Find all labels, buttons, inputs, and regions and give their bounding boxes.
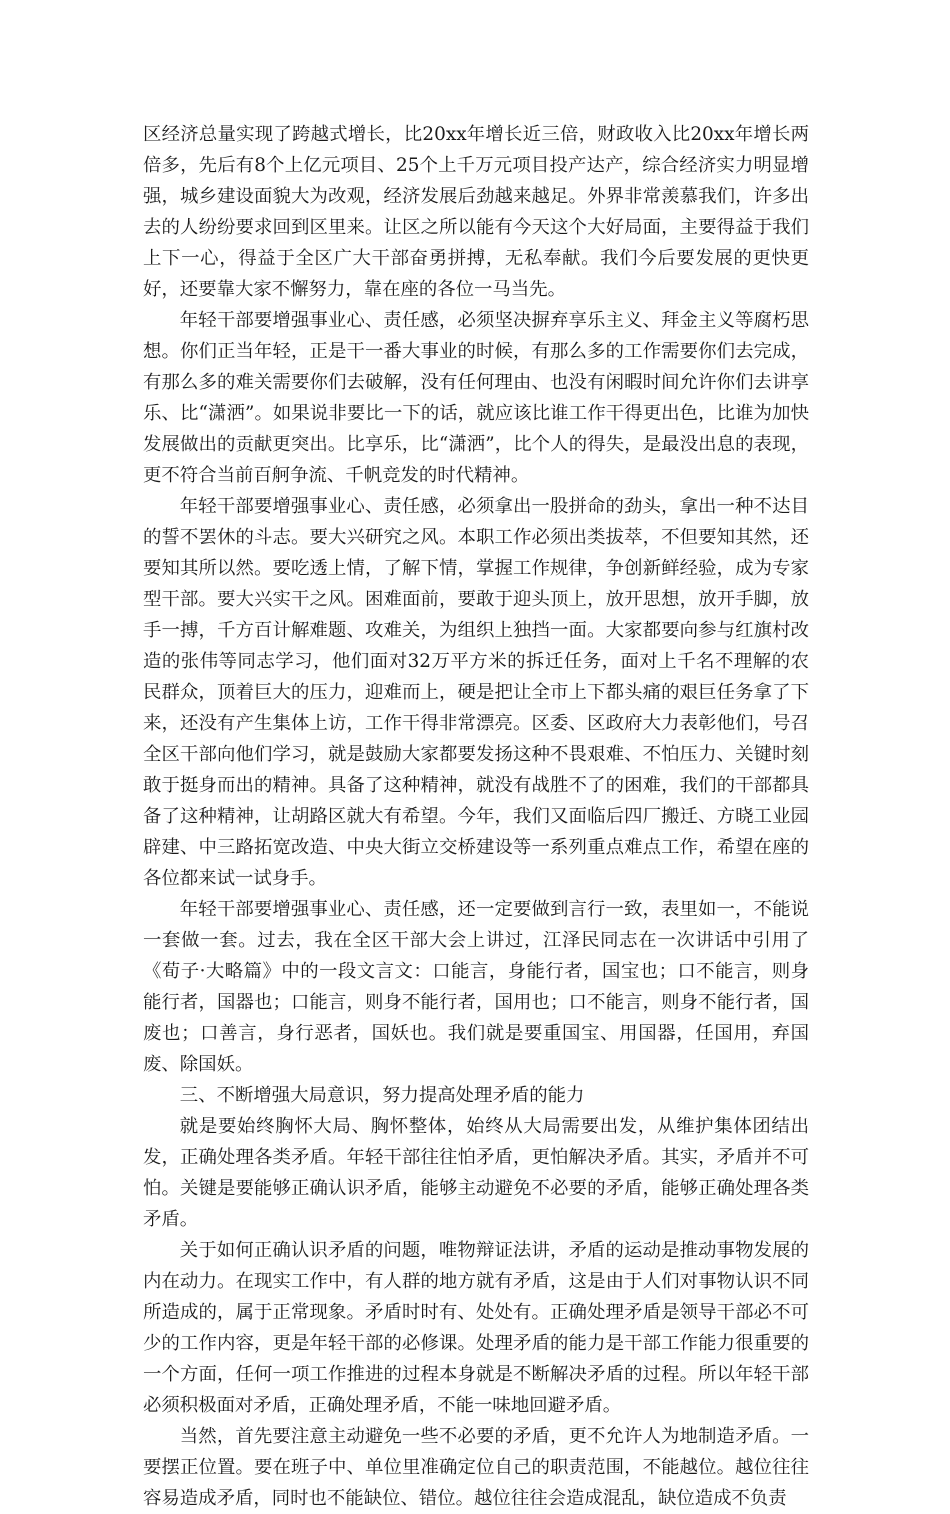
section-heading-three: 三、不断增强大局意识，努力提高处理矛盾的能力 <box>179 1085 585 1106</box>
document-body <box>143 119 809 1514</box>
paragraph-understand-contradictions: 关于如何正确认识矛盾的问题，唯物辩证法讲，矛盾的运动是推动事物发展的内在动力。在现实工作中，有人群的地方就有矛盾，这是由于人们对事物认识不同所造成的，属于正常现象。矛盾时时有、处处有。正确处理矛盾是领导干部必不可少的工作内容，更是年轻干部的必修课。处理矛盾的能力是干部工作能力很重要的一个方面，任何一项工作推进的过程本身就是不断解决矛盾的过程。所以年轻干部必须积极面对矛盾，正确处理矛盾，不能一味地回避矛盾。 <box>143 1240 809 1416</box>
paragraph-words-deeds: 年轻干部要增强事业心、责任感，还一定要做到言行一致，表里如一，不能说一套做一套。过去，我在全区干部大会上讲过，江泽民同志在一次讲话中引用了《荀子·大略篇》中的一段文言文：口能言，身能行者，国宝也；口不能言，则身能行者，国器也；口能言，则身不能行者，国用也；口不能言，则身不能行者，国废也；口善言，身行恶者，国妖也。我们就是要重国宝、用国器，任国用，弃国废、除国妖。 <box>143 899 809 1075</box>
paragraph-overall-situation: 就是要始终胸怀大局、胸怀整体，始终从大局需要出发，从维护集体团结出发，正确处理各类矛盾。年轻干部往往怕矛盾，更怕解决矛盾。其实，矛盾并不可怕。关键是要能够正确认识矛盾，能够主动避免不必要的矛盾，能够正确处理各类矛盾。 <box>143 1116 809 1230</box>
paragraph-continuation: 区经济总量实现了跨越式增长，比20xx年增长近三倍，财政收入比20xx年增长两倍多，先后有8个上亿元项目、25个上千万元项目投产达产，综合经济实力明显增强，城乡建设面貌大为改观，经济发展后劲越来越足。外界非常羡慕我们，许多出去的人纷纷要求回到区里来。让区之所以能有今天这个大好局面，主要得益于我们上下一心，得益于全区广大干部奋勇拼搏，无私奉献。我们今后要发展的更快更好，还要靠大家不懈努力，靠在座的各位一马当先。 <box>143 124 809 300</box>
paragraph-avoid-contradictions: 当然，首先要注意主动避免一些不必要的矛盾，更不允许人为地制造矛盾。一要摆正位置。要在班子中、单位里准确定位自己的职责范围，不能越位。越位往往容易造成矛盾，同时也不能缺位、错位。越位往往会造成混乱，缺位造成不负责 <box>143 1426 809 1509</box>
paragraph-hard-work-spirit: 年轻干部要增强事业心、责任感，必须拿出一股拼命的劲头，拿出一种不达目的誓不罢休的斗志。要大兴研究之风。本职工作必须出类拔萃，不但要知其然，还要知其所以然。要吃透上情，了解下情，掌握工作规律，争创新鲜经验，成为专家型干部。要大兴实干之风。困难面前，要敢于迎头顶上，放开思想，放开手脚，放手一搏，千方百计解难题、攻难关，为组织上独挡一面。大家都要向参与红旗村改造的张伟等同志学习，他们面对32万平方米的拆迁任务，面对上千名不理解的农民群众，顶着巨大的压力，迎难而上，硬是把让全市上下都头痛的艰巨任务拿了下来，还没有产生集体上访，工作干得非常漂亮。区委、区政府大力表彰他们，号召全区干部向他们学习，就是鼓励大家都要发扬这种不畏艰难、不怕压力、关键时刻敢于挺身而出的精神。具备了这种精神，就没有战胜不了的困难，我们的干部都具备了这种精神，让胡路区就大有希望。今年，我们又面临后四厂搬迁、方晓工业园辟建、中三路拓宽改造、中央大街立交桥建设等一系列重点难点工作，希望在座的各位都来试一试身手。 <box>143 496 809 889</box>
paragraph-abandon-hedonism: 年轻干部要增强事业心、责任感，必须坚决摒弃享乐主义、拜金主义等腐朽思想。你们正当年轻，正是干一番大事业的时候，有那么多的工作需要你们去完成，有那么多的难关需要你们去破解，没有任何理由、也没有闲暇时间允许你们去讲享乐、比“潇洒”。如果说非要比一下的话，就应该比谁工作干得更出色，比谁为加快发展做出的贡献更突出。比享乐，比“潇洒”，比个人的得失，是最没出息的表现，更不符合当前百舸争流、千帆竞发的时代精神。 <box>143 310 809 486</box>
